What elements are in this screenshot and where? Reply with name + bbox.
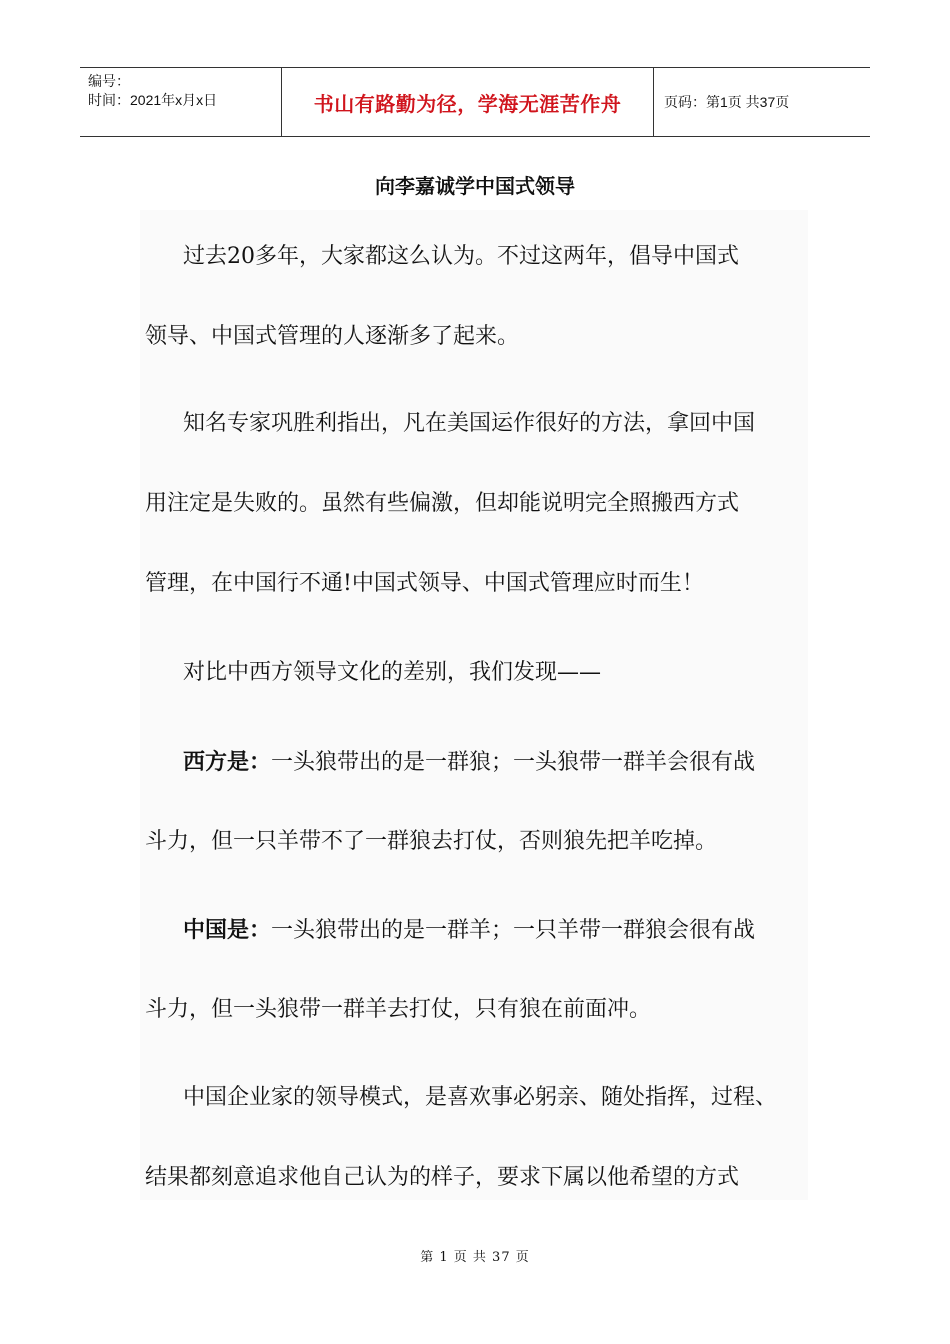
- page-footer: 第 1 页 共 37 页: [420, 1250, 530, 1265]
- paragraph-line: 知名专家巩胜利指出，凡在美国运作很好的方法，拿回中国: [183, 411, 756, 436]
- header-page-info: 页码：第1页 共37页: [664, 94, 790, 110]
- paragraph-line: 对比中西方领导文化的差别，我们发现——: [183, 660, 602, 685]
- document-header: [80, 67, 870, 137]
- paragraph-line: 用注定是失败的。虽然有些偏激，但却能说明完全照搬西方式: [145, 491, 740, 516]
- paragraph-line: 中国企业家的领导模式，是喜欢事必躬亲、随处指挥，过程、: [183, 1085, 778, 1110]
- paragraph-line: 管理，在中国行不通!中国式领导、中国式管理应时而生！: [145, 571, 704, 596]
- paragraph-line: 斗力，但一头狼带一群羊去打仗，只有狼在前面冲。: [145, 997, 652, 1022]
- paragraph-line: 结果都刻意追求他自己认为的样子，要求下属以他希望的方式: [145, 1165, 740, 1190]
- paragraph-line: 领导、中国式管理的人逐渐多了起来。: [145, 324, 520, 349]
- header-motto: 书山有路勤为径，学海无涯苦作舟: [282, 68, 654, 136]
- time-label: 时间：2021年x月x日: [88, 92, 218, 108]
- document-title: 向李嘉诚学中国式领导: [375, 174, 575, 198]
- china-label: 中国是：: [183, 917, 272, 943]
- paragraph-line: [183, 915, 755, 946]
- paragraph-line: 过去20多年，大家都这么认为。不过这两年，倡导中国式: [183, 244, 739, 269]
- paragraph-line: [183, 747, 755, 778]
- paragraph-line: 斗力，但一只羊带不了一群狼去打仗，否则狼先把羊吃掉。: [145, 829, 718, 854]
- west-text: 一头狼带出的是一群狼；一头狼带一群羊会很有战: [271, 750, 756, 775]
- number-label: 编号：: [88, 73, 130, 89]
- west-label: 西方是：: [183, 749, 272, 775]
- china-text: 一头狼带出的是一群羊；一只羊带一群狼会很有战: [271, 918, 756, 943]
- body-background: [140, 210, 808, 1200]
- header-meta: [80, 68, 282, 136]
